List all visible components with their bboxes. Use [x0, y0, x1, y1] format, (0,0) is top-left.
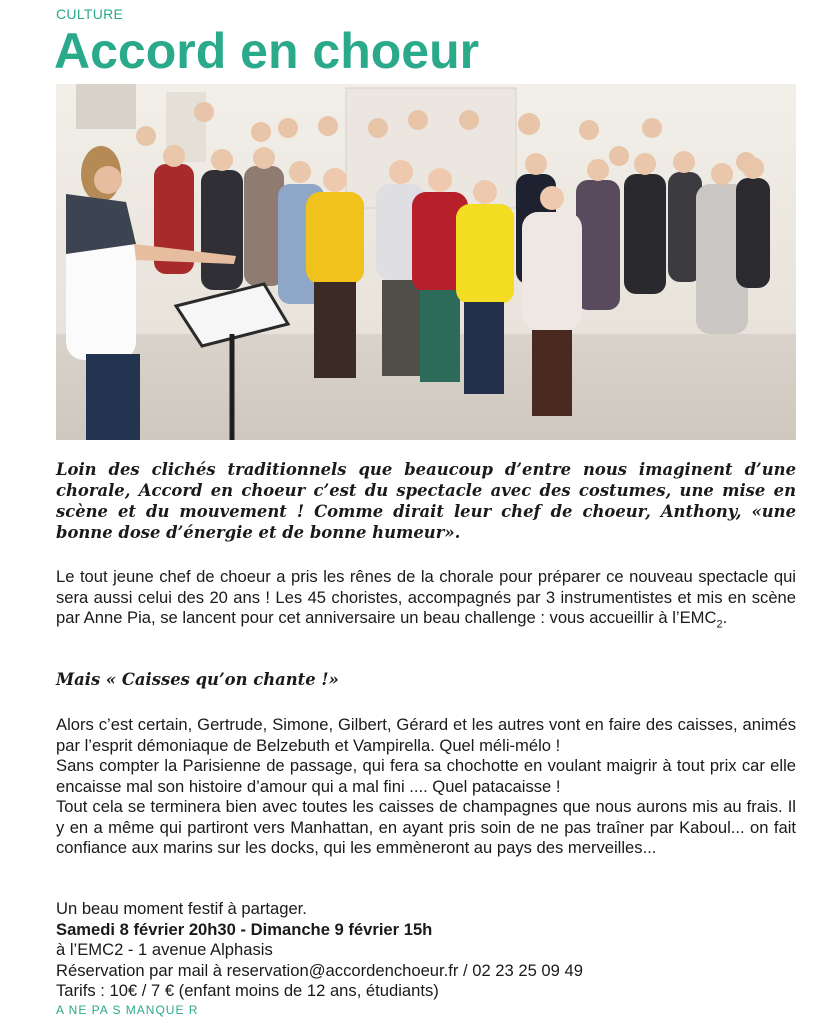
paragraph-story	[56, 715, 796, 859]
paragraph-intro-subscript: 2	[716, 618, 723, 631]
paragraph-intro	[56, 567, 796, 635]
event-prices: Tarifs : 10€ / 7 € (enfant moins de 12 ans, étudiants)	[56, 981, 439, 1000]
article-subhead: Mais « Caisses qu’on chante !»	[56, 670, 339, 689]
choir-photo	[56, 84, 796, 440]
event-venue: à l’EMC2 - 1 avenue Alphasis	[56, 940, 273, 959]
footer-tag: A NE PA S MANQUE R	[56, 1003, 199, 1017]
event-info	[56, 899, 796, 1002]
paragraph-intro-text: Le tout jeune chef de choeur a pris les rênes de la chorale pour préparer ce nouveau spectacle qui sera aussi celui des 20 ans ! Les 45 choristes, accompagnés par 3 instrumentistes et mis en scène par Anne Pia, se lancent pour cet anniversaire un beau challenge : vous accueillir à l’EMC	[56, 567, 796, 627]
story-line-2: Sans compter la Parisienne de passage, qui fera sa chochotte en voulant maigrir à tout prix car elle encaisse mal son histoire d’amour qui a mal fini .... Quel patacaisse !	[56, 756, 796, 796]
story-line-1: Alors c’est certain, Gertrude, Simone, Gilbert, Gérard et les autres vont en faire des caisses, animés par l’esprit démoniaque de Belzebuth et Vampirella. Quel méli-mélo !	[56, 715, 796, 755]
story-line-3: Tout cela se terminera bien avec toutes les caisses de champagnes que nous aurons mis au frais. Il y en a même qui partiront vers Manhattan, en ayant pris soin de ne pas traîner par Kaboul... on fait confiance aux marins sur les docks, qui les emmèneront au pays des merveilles...	[56, 797, 796, 857]
event-intro: Un beau moment festif à partager.	[56, 899, 307, 918]
event-dates: Samedi 8 février 20h30 - Dimanche 9 février 15h	[56, 919, 433, 939]
event-reservation: Réservation par mail à reservation@accordenchoeur.fr / 02 23 25 09 49	[56, 960, 583, 980]
article-lede: Loin des clichés traditionnels que beaucoup d’entre nous imaginent d’une chorale, Accord en choeur c’est du spectacle avec des costumes, une mise en scène et du mouvement ! Comme dirait leur chef de choeur, Anthony, «une bonne dose d’énergie et de bonne humeur».	[56, 460, 796, 542]
paragraph-intro-end: .	[722, 608, 728, 627]
article-title: Accord en choeur	[54, 23, 480, 79]
section-kicker: CULTURE	[56, 6, 124, 22]
